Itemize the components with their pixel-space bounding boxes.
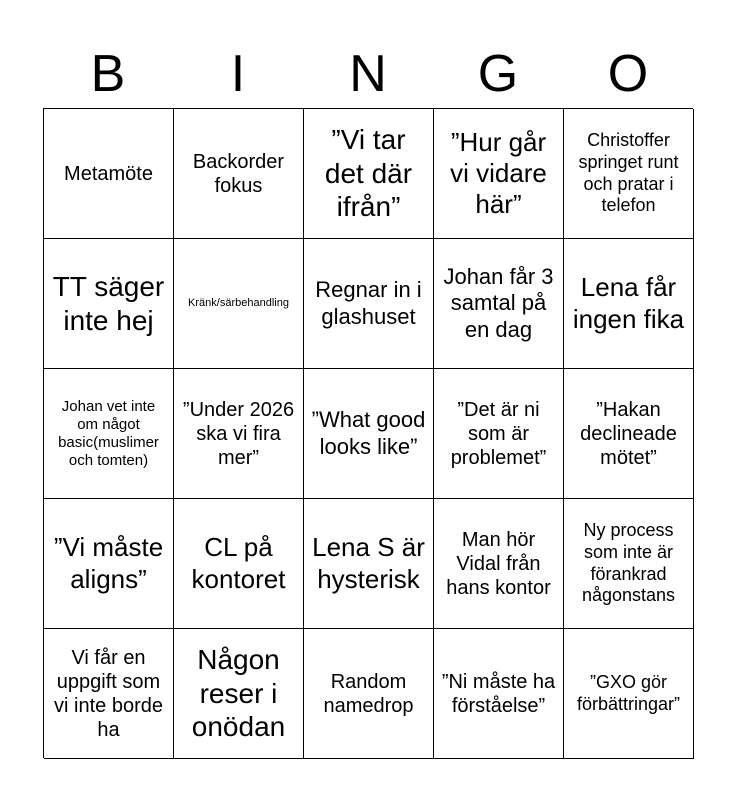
bingo-cell[interactable]: Johan vet inte om något basic(muslimer och tomten) xyxy=(44,369,174,499)
bingo-cell[interactable]: Ny process som inte är förankrad någonstans xyxy=(564,499,694,629)
header-letter-b: B xyxy=(90,45,126,103)
bingo-cell[interactable]: Metamöte xyxy=(44,109,174,239)
bingo-cell[interactable]: Random namedrop xyxy=(304,629,434,759)
header-letter-n: N xyxy=(349,45,387,103)
bingo-cell[interactable]: CL på kontoret xyxy=(174,499,304,629)
bingo-cell[interactable]: Kränk/särbehandling xyxy=(174,239,304,369)
bingo-cell[interactable]: ”What good looks like” xyxy=(304,369,434,499)
header-letter-o: O xyxy=(607,45,649,103)
bingo-cell[interactable]: Man hör Vidal från hans kontor xyxy=(434,499,564,629)
bingo-cell[interactable]: Vi får en uppgift som vi inte borde ha xyxy=(44,629,174,759)
header-letter-i: I xyxy=(230,45,246,103)
bingo-cell[interactable]: ”Under 2026 ska vi fira mer” xyxy=(174,369,304,499)
bingo-header xyxy=(43,40,693,108)
bingo-cell[interactable]: Backorder fokus xyxy=(174,109,304,239)
header-letter-g: G xyxy=(477,45,519,103)
bingo-cell[interactable]: ”Hakan declineade mötet” xyxy=(564,369,694,499)
bingo-cell[interactable]: Lena får ingen fika xyxy=(564,239,694,369)
bingo-cell[interactable]: Regnar in i glashuset xyxy=(304,239,434,369)
bingo-board xyxy=(43,108,693,758)
bingo-cell[interactable]: ”Det är ni som är problemet” xyxy=(434,369,564,499)
bingo-cell[interactable]: Johan får 3 samtal på en dag xyxy=(434,239,564,369)
bingo-cell[interactable]: ”Hur går vi vidare här” xyxy=(434,109,564,239)
bingo-cell[interactable]: TT säger inte hej xyxy=(44,239,174,369)
bingo-cell[interactable]: ”Vi måste aligns” xyxy=(44,499,174,629)
bingo-cell[interactable]: ”Vi tar det där ifrån” xyxy=(304,109,434,239)
bingo-cell[interactable]: ”Ni måste ha förståelse” xyxy=(434,629,564,759)
bingo-cell[interactable]: ”GXO gör förbättringar” xyxy=(564,629,694,759)
bingo-cell[interactable]: Någon reser i onödan xyxy=(174,629,304,759)
bingo-cell[interactable]: Lena S är hysterisk xyxy=(304,499,434,629)
bingo-cell[interactable]: Christoffer springet runt och pratar i telefon xyxy=(564,109,694,239)
